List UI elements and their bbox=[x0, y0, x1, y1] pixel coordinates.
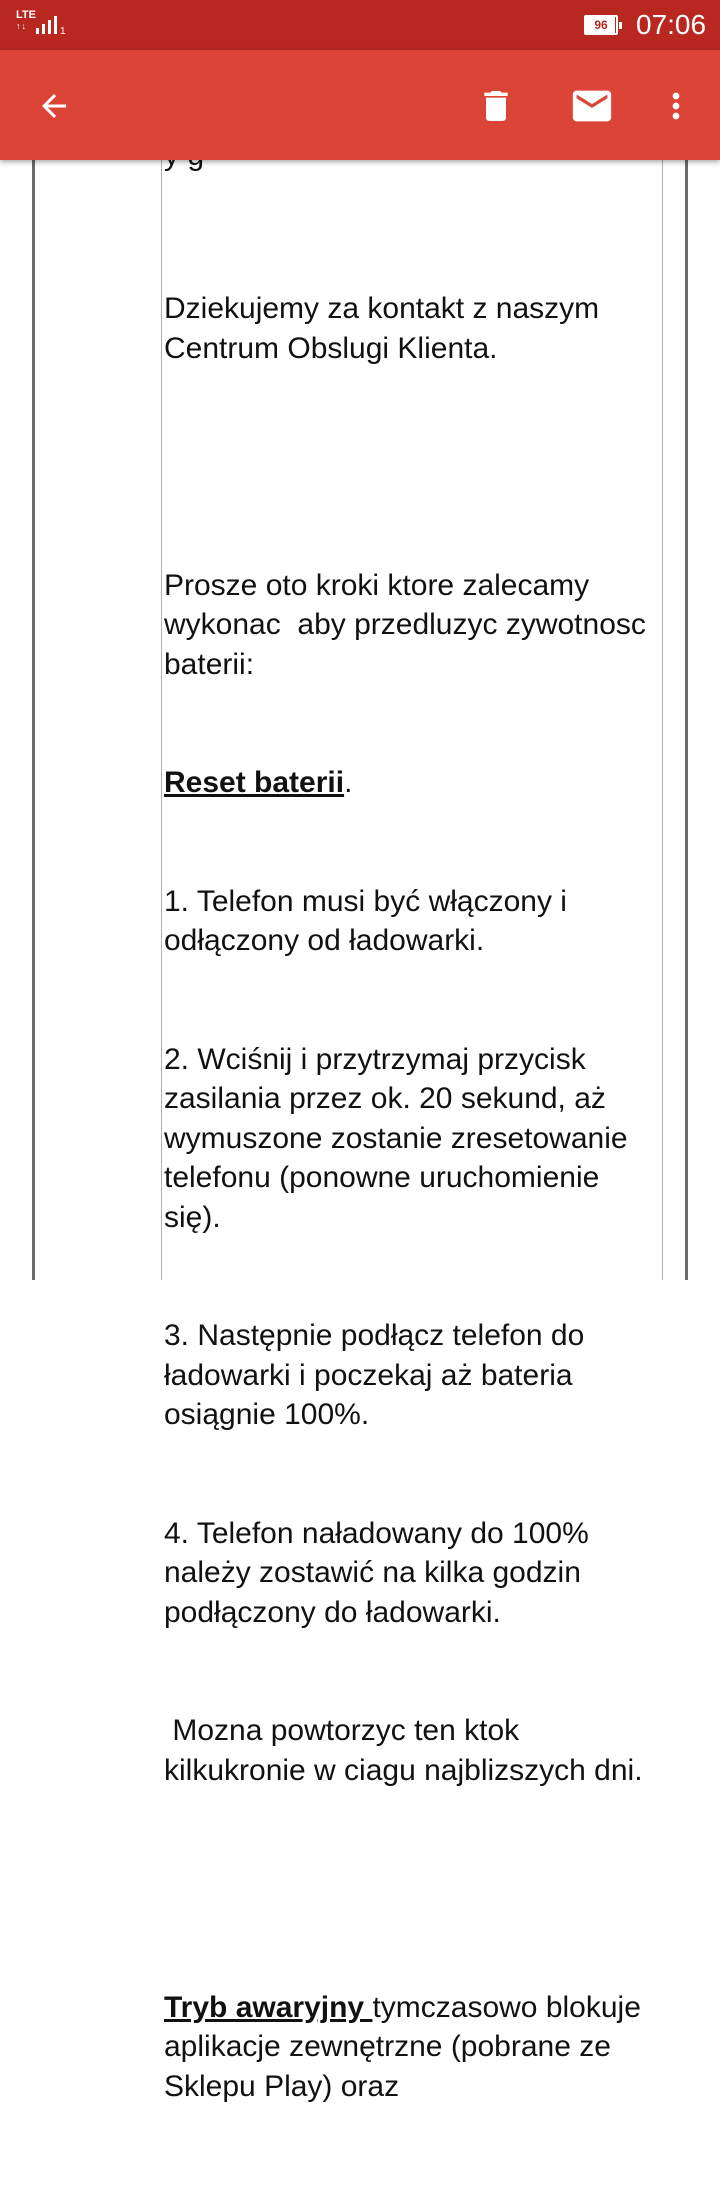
intro-paragraph: Prosze oto kroki ktore zalecamy wykonac aby przedluzyc zywotnosc baterii: bbox=[164, 568, 655, 681]
delete-button[interactable] bbox=[466, 76, 526, 136]
safe-mode-text: tymczasowo blokuje aplikacje zewnętrzne (pobrane ze Sklepu Play) oraz bbox=[164, 1990, 650, 2103]
back-arrow-icon bbox=[36, 88, 72, 124]
network-indicator bbox=[16, 10, 36, 32]
reset-heading-line bbox=[164, 763, 664, 803]
signal-sim-index: 1 bbox=[60, 26, 66, 37]
step-2: 2. Wciśnij i przytrzymaj przycisk zasilania przez ok. 20 sekund, aż wymuszone zostanie zresetowanie telefonu (ponowne uruchomienie się). bbox=[164, 1042, 636, 1234]
table-border-left bbox=[161, 160, 162, 1280]
network-type-label: LTE bbox=[16, 9, 36, 21]
mail-icon bbox=[569, 83, 615, 129]
mark-unread-button[interactable] bbox=[562, 76, 622, 136]
step-4: 4. Telefon naładowany do 100% należy zostawić na kilka godzin podłączony do ładowarki. bbox=[164, 1516, 598, 1629]
reset-heading: Reset baterii bbox=[164, 766, 345, 799]
status-time: 07:06 bbox=[636, 9, 707, 40]
repeat-note: Mozna powtorzyc ten ktok kilkukronie w ciagu najblizszych dni. bbox=[164, 1714, 643, 1787]
app-bar bbox=[0, 50, 720, 160]
step-1: 1. Telefon musi być włączony i odłączony od ładowarki. bbox=[164, 884, 576, 957]
email-body bbox=[164, 210, 664, 2185]
more-vert-icon bbox=[656, 86, 696, 126]
step-3: 3. Następnie podłącz telefon do ładowarki i poczekaj aż bateria osiągnie 100%. bbox=[164, 1319, 593, 1431]
frame-border-left bbox=[32, 160, 35, 1280]
greeting-paragraph: Dziekujemy za kontakt z naszym Centrum Obslugi Klienta. bbox=[164, 292, 608, 365]
back-button[interactable] bbox=[24, 76, 84, 136]
email-content[interactable] bbox=[0, 160, 720, 2103]
status-bar bbox=[0, 0, 720, 50]
signal-strength-icon bbox=[36, 14, 66, 43]
safe-mode-heading: Tryb awaryjny bbox=[164, 1990, 373, 2024]
battery-icon bbox=[584, 15, 618, 35]
frame-border-right bbox=[685, 160, 688, 1280]
more-options-button[interactable] bbox=[646, 76, 706, 136]
data-activity-arrows: ↑↓ bbox=[16, 21, 27, 31]
battery-percent-text: 96 bbox=[594, 18, 608, 32]
trash-icon bbox=[476, 86, 516, 126]
safe-mode-paragraph bbox=[164, 1988, 664, 2107]
reset-heading-suffix: . bbox=[344, 766, 353, 799]
